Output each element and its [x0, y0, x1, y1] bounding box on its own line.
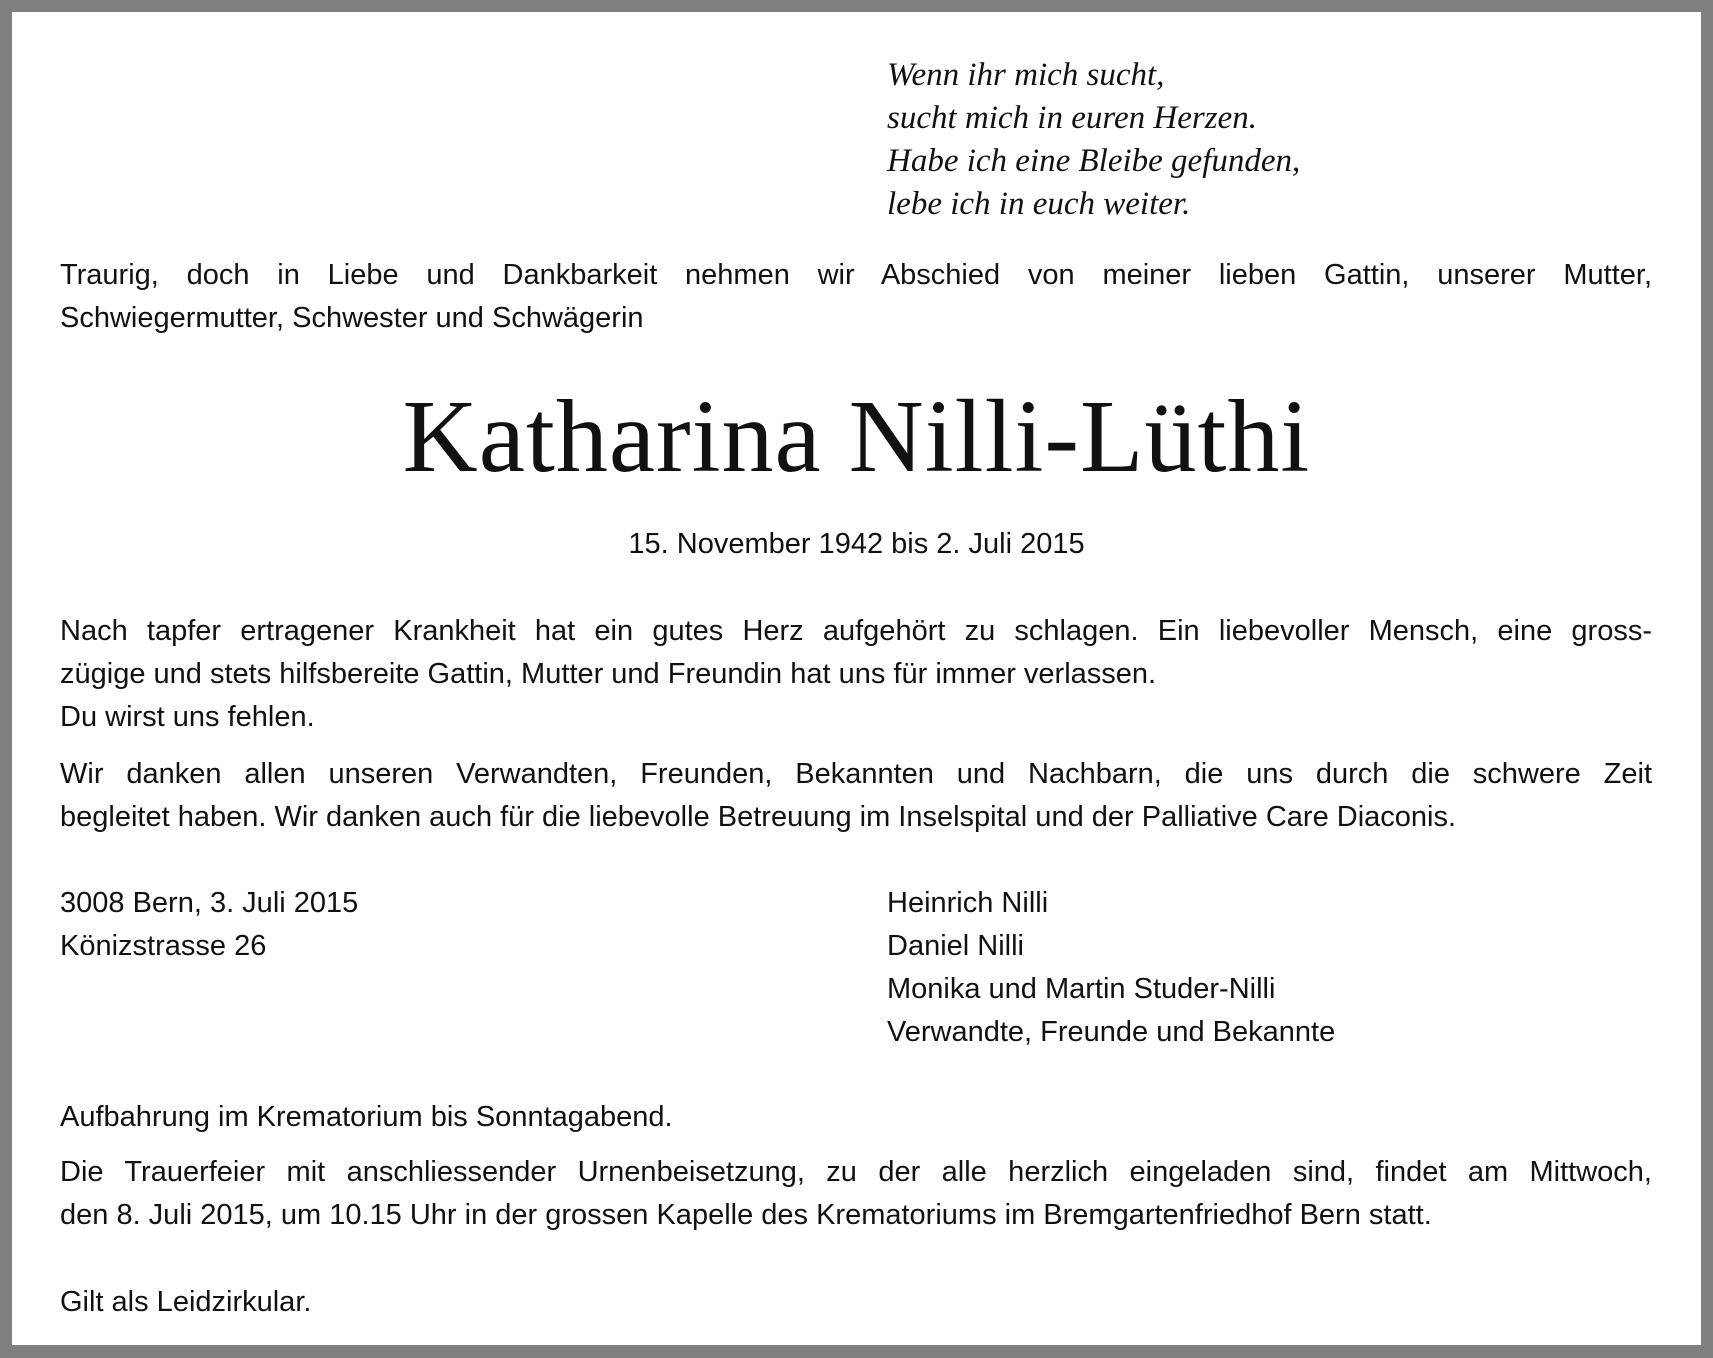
- deceased-name: Katharina Nilli-Lüthi: [402, 379, 1311, 494]
- life-dates: 15. November 1942 bis 2. Juli 2015: [628, 528, 1085, 560]
- obituary-notice: [12, 12, 1701, 1345]
- intro-line: Traurig, doch in Liebe und Dankbarkeit nehmen wir Abschied von meiner lieben Gattin, unserer Mutter,: [60, 259, 1652, 291]
- signer-name: Heinrich Nilli: [887, 887, 1049, 919]
- thanks-line: Wir danken allen unseren Verwandten, Freunden, Bekannten und Nachbarn, die uns durch die schwere Zeit: [60, 758, 1652, 790]
- ceremony-line: Die Trauerfeier mit anschliessender Urnenbeisetzung, zu der alle herzlich eingeladen sind, findet am Mittwoch,: [60, 1156, 1652, 1188]
- signer-name: Verwandte, Freunde und Bekannte: [887, 1016, 1336, 1048]
- motto-line: sucht mich in euren Herzen.: [887, 100, 1257, 136]
- signer-name: Monika und Martin Studer-Nilli: [887, 973, 1276, 1005]
- lying-in-state-note: [60, 1096, 1652, 1139]
- farewell-line: zügige und stets hilfsbereite Gattin, Mutter und Freundin hat uns für immer verlassen.: [60, 658, 1157, 690]
- farewell-paragraph: [60, 610, 1652, 739]
- motto-line: Wenn ihr mich sucht,: [887, 57, 1165, 93]
- thanks-line: begleitet haben. Wir danken auch für die liebevolle Betreuung im Inselspital und der Palliative Care Diaconis.: [60, 801, 1457, 833]
- farewell-line: Du wirst uns fehlen.: [60, 701, 315, 733]
- place-date: 3008 Bern, 3. Juli 2015: [60, 887, 359, 919]
- intro-line: Schwiegermutter, Schwester und Schwägerin: [60, 302, 644, 334]
- intro-paragraph: [60, 254, 1652, 340]
- ceremony-paragraph: [60, 1151, 1652, 1237]
- lying-in-state-line: Aufbahrung im Krematorium bis Sonntagabend.: [60, 1101, 673, 1133]
- street-address: Könizstrasse 26: [60, 930, 267, 962]
- signer-name: Daniel Nilli: [887, 930, 1024, 962]
- sender-address: [60, 882, 358, 968]
- motto-verse: [887, 54, 1300, 226]
- signers-list: [887, 882, 1335, 1054]
- motto-line: Habe ich eine Bleibe gefunden,: [887, 143, 1301, 179]
- closing-line: Gilt als Leidzirkular.: [60, 1286, 312, 1318]
- motto-line: lebe ich in euch weiter.: [887, 186, 1191, 222]
- farewell-line: Nach tapfer ertragener Krankheit hat ein gutes Herz aufgehört zu schlagen. Ein liebevoller Mensch, eine gross-: [60, 615, 1652, 647]
- thanks-paragraph: [60, 753, 1652, 839]
- closing-note: [60, 1281, 1652, 1324]
- ceremony-line: den 8. Juli 2015, um 10.15 Uhr in der grossen Kapelle des Krematoriums im Bremgartenfriedhof Bern statt.: [60, 1199, 1432, 1231]
